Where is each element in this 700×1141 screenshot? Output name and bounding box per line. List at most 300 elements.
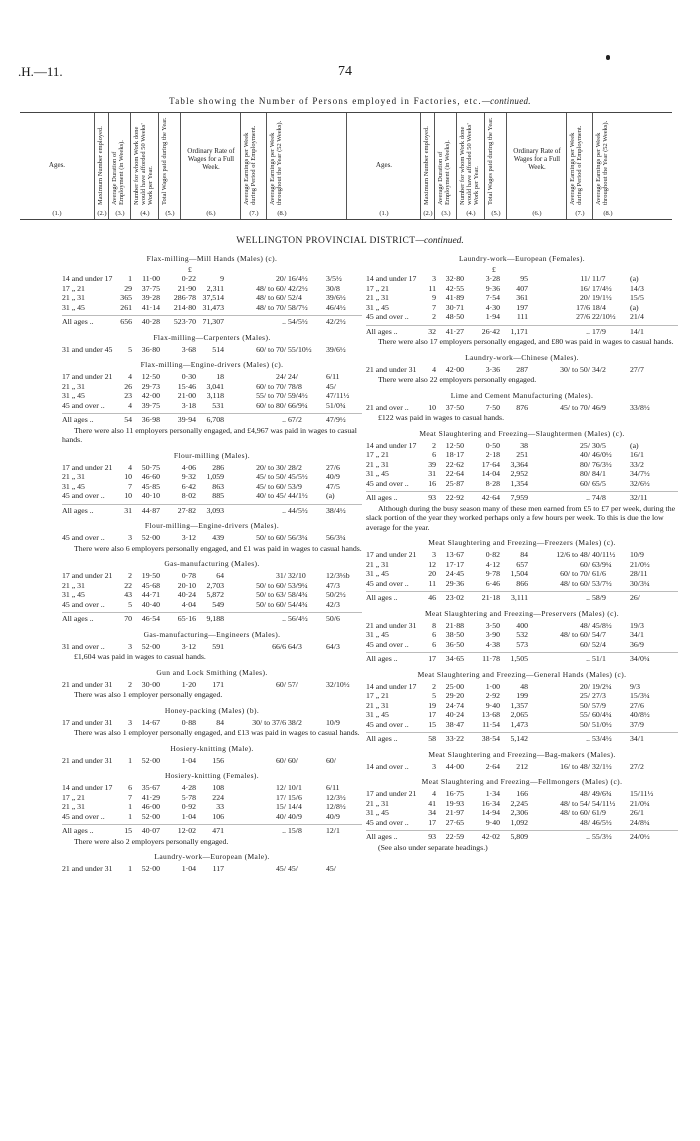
table-row bbox=[62, 372, 362, 382]
cell-col-5: 866 bbox=[516, 578, 528, 588]
cell-col-6: .. bbox=[282, 317, 286, 326]
cell-col-5: 287 bbox=[516, 364, 528, 374]
cell-col-8: 47/5 bbox=[326, 481, 340, 491]
section-title: Meat Slaughtering and Freezing—Bag-makers (Males). bbox=[428, 749, 616, 759]
cell-col-8: 27/7 bbox=[630, 364, 644, 374]
section-note: There were also 22 employers personally engaged. bbox=[378, 375, 537, 384]
cell-col-3: 42·00 bbox=[445, 364, 464, 374]
all-ages-row bbox=[366, 830, 678, 842]
cell-col-8: 27/2 bbox=[630, 761, 644, 771]
header-number: (6.) bbox=[206, 210, 216, 217]
cell-col-1: 17 and under 21 bbox=[366, 550, 417, 559]
cell-col-2: 16 bbox=[428, 478, 436, 488]
section-title: Gun and Lock Smithing (Males). bbox=[156, 667, 268, 677]
cell-col-2: 93 bbox=[428, 832, 436, 841]
cell-col-4: 4·04 bbox=[181, 599, 196, 609]
cell-col-3: 22·59 bbox=[445, 832, 464, 841]
cell-col-3: 44·87 bbox=[141, 505, 160, 515]
cell-col-1: All ages .. bbox=[366, 734, 398, 743]
cell-col-7: 64/3 bbox=[288, 641, 302, 651]
cell-col-2: 15 bbox=[428, 719, 436, 729]
table-section bbox=[366, 538, 678, 603]
cell-col-2: 1 bbox=[128, 802, 132, 811]
cell-col-5: 3,041 bbox=[206, 381, 224, 391]
cell-col-6: 31/ bbox=[276, 571, 286, 580]
cell-col-4: 0·22 bbox=[181, 274, 196, 283]
cell-col-7: 84/1 bbox=[592, 469, 606, 478]
table-row bbox=[366, 682, 678, 692]
cell-col-5: 1,171 bbox=[510, 326, 528, 336]
header-label: Number for whom Work done would have afforded 50 Weeks' Work per Year. bbox=[459, 123, 480, 205]
cell-col-8: 15/5 bbox=[630, 293, 644, 302]
cell-col-3: 40·24 bbox=[445, 710, 464, 719]
table-title bbox=[0, 96, 700, 106]
cell-col-8: 6/11 bbox=[326, 783, 340, 792]
header-col-5-b bbox=[484, 113, 507, 219]
cell-col-2: 365 bbox=[120, 293, 132, 302]
cell-col-3: 40·07 bbox=[141, 826, 160, 835]
cell-col-5: 18 bbox=[216, 372, 224, 381]
header-col-1-b bbox=[346, 113, 421, 219]
district-cont: —continued. bbox=[415, 236, 464, 246]
district-heading bbox=[0, 236, 700, 246]
cell-col-8: 28/11 bbox=[630, 569, 648, 578]
cell-col-7: 24/ bbox=[288, 372, 298, 381]
cell-col-1: 45 and over .. bbox=[366, 478, 409, 488]
header-number: (8.) bbox=[603, 210, 613, 217]
cell-col-2: 3 bbox=[128, 641, 132, 651]
cell-col-7: 58/4¾ bbox=[288, 590, 308, 599]
cell-col-8: 33/2 bbox=[630, 459, 644, 469]
section-title: Meat Slaughtering and Freezing—Slaughtermen (Males) (c). bbox=[419, 428, 625, 438]
cell-col-2: 3 bbox=[128, 533, 132, 542]
cell-col-1: 31 „ 45 bbox=[62, 302, 85, 312]
section-title: Meat Slaughtering and Freezing—Fellmongers (Males) (c). bbox=[421, 777, 623, 786]
cell-col-2: 1 bbox=[128, 755, 132, 765]
cell-col-5: 532 bbox=[516, 630, 528, 639]
section-title: Laundry-work—Chinese (Males). bbox=[465, 352, 579, 362]
cell-col-4: 21·00 bbox=[177, 391, 196, 400]
table-row bbox=[366, 640, 678, 650]
cell-col-2: 6 bbox=[432, 450, 436, 459]
cell-col-6: 60/ bbox=[580, 559, 590, 569]
table-row bbox=[366, 720, 678, 730]
cell-col-6: 60/ to 80/ bbox=[256, 400, 286, 410]
cell-col-6: 48/ bbox=[580, 817, 590, 827]
cell-col-3: 44·00 bbox=[445, 761, 464, 771]
cell-col-5: 3,118 bbox=[206, 391, 224, 400]
cell-col-7: 60/4¼ bbox=[592, 710, 612, 719]
table-section bbox=[62, 630, 362, 662]
cell-col-5: 400 bbox=[516, 620, 528, 630]
header-number: (1.) bbox=[379, 210, 389, 217]
cell-col-4: 9·36 bbox=[485, 283, 500, 293]
cell-col-8: 19/3 bbox=[630, 620, 644, 630]
cell-col-5: 3,364 bbox=[510, 459, 528, 469]
cell-col-1: 31 „ 45 bbox=[62, 391, 85, 400]
cell-col-1: All ages .. bbox=[366, 326, 398, 336]
cell-col-1: 21 „ 31 bbox=[366, 798, 389, 808]
cell-col-1: 21 „ 31 bbox=[62, 381, 85, 391]
cell-col-1: 21 and under 31 bbox=[62, 864, 113, 873]
cell-col-6: 48/ bbox=[580, 620, 590, 630]
table-section bbox=[62, 521, 362, 553]
cell-col-7: 53/9¼ bbox=[288, 580, 308, 590]
cell-col-6: 17/ bbox=[276, 792, 286, 802]
cell-col-6: 25/ bbox=[580, 691, 590, 700]
cell-col-8: 15/3¼ bbox=[630, 691, 650, 700]
table-row bbox=[366, 799, 678, 809]
cell-col-8: 14/3 bbox=[630, 283, 644, 293]
cell-col-4: 21·18 bbox=[481, 593, 500, 602]
cell-col-5: 166 bbox=[516, 789, 528, 798]
all-ages-row bbox=[62, 612, 362, 624]
section-title: Flax-milling—Mill Hands (Males) (c). bbox=[146, 254, 278, 263]
cell-col-4: 14·94 bbox=[481, 808, 500, 817]
cell-col-3: 39·75 bbox=[141, 400, 160, 410]
cell-col-2: 1 bbox=[128, 811, 132, 821]
header-col-8-b bbox=[592, 113, 623, 219]
table-row bbox=[366, 560, 678, 570]
cell-col-6: 48/ to 60/ bbox=[560, 630, 590, 639]
section-note: There were also 2 employers personally engaged. bbox=[74, 836, 229, 846]
cell-col-8: 34/0¼ bbox=[630, 654, 650, 663]
cell-col-8: 12/3½ bbox=[326, 792, 346, 802]
cell-col-3: 41·29 bbox=[141, 792, 160, 802]
cell-col-8: 15/11½ bbox=[630, 789, 654, 798]
cell-col-5: 2,952 bbox=[510, 469, 528, 478]
cell-col-4: 26·42 bbox=[481, 326, 500, 336]
table-section bbox=[366, 670, 678, 744]
cell-col-4: 9·32 bbox=[181, 472, 196, 481]
cell-col-6: 60/ to 70/ bbox=[256, 344, 286, 354]
cell-col-4: 16·34 bbox=[481, 798, 500, 808]
cell-col-2: 2 bbox=[128, 571, 132, 580]
table-row bbox=[62, 783, 362, 793]
cell-col-7: 45/ bbox=[288, 864, 298, 873]
table-section bbox=[62, 852, 362, 874]
right-column bbox=[366, 248, 678, 852]
table-row bbox=[62, 864, 362, 874]
cell-col-7: 11/7 bbox=[592, 274, 606, 283]
cell-col-8: 24/0½ bbox=[630, 832, 650, 841]
cell-col-4: 0·82 bbox=[485, 550, 500, 559]
cell-col-2: 31 bbox=[124, 505, 132, 515]
cell-col-4: 3·12 bbox=[181, 641, 196, 651]
cell-col-6: 48/ bbox=[580, 789, 590, 798]
header-label: Ordinary Rate of Wages for a Full Week. bbox=[187, 147, 235, 171]
cell-col-7: 58/7½ bbox=[288, 302, 308, 312]
table-row bbox=[62, 812, 362, 822]
cell-col-2: 20 bbox=[428, 569, 436, 578]
cell-col-8: 24/8¼ bbox=[630, 817, 650, 827]
cell-col-6: 50/ to 60/ bbox=[256, 533, 286, 542]
header-col-6-a bbox=[180, 113, 241, 219]
cell-col-5: 38 bbox=[520, 440, 528, 450]
cell-col-5: 197 bbox=[516, 302, 528, 312]
section-title: Honey-packing (Males) (b). bbox=[164, 705, 260, 715]
cell-col-1: All ages .. bbox=[366, 593, 398, 602]
cell-col-8: 34/1 bbox=[630, 630, 644, 639]
table-row bbox=[366, 274, 678, 284]
cell-col-2: 2 bbox=[432, 312, 436, 321]
cell-col-7: 46/0½ bbox=[592, 450, 612, 459]
cell-col-8: (a) bbox=[630, 274, 639, 283]
section-title: Laundry-work—European (Females). bbox=[458, 254, 586, 263]
section-title: Flour-milling—Engine-drivers (Males). bbox=[144, 521, 280, 530]
cell-col-5: 549 bbox=[212, 599, 224, 609]
cell-col-7: 19/2¼ bbox=[592, 681, 612, 691]
cell-col-2: 4 bbox=[128, 462, 132, 472]
table-row bbox=[366, 789, 678, 799]
cell-col-8: 27/6 bbox=[326, 462, 340, 472]
cell-col-6: .. bbox=[586, 654, 590, 663]
currency-symbol: £ bbox=[188, 265, 192, 274]
cell-col-7: 28/2 bbox=[288, 462, 302, 472]
cell-col-4: 523·70 bbox=[173, 317, 196, 326]
all-ages-row bbox=[62, 824, 362, 836]
section-title: Lime and Cement Manufacturing (Males). bbox=[450, 390, 594, 400]
cell-col-2: 23 bbox=[124, 391, 132, 400]
cell-col-3: 22·62 bbox=[445, 459, 464, 469]
cell-col-4: 0·92 bbox=[181, 802, 196, 811]
cell-col-1: All ages .. bbox=[62, 826, 94, 835]
cell-col-1: 14 and under 17 bbox=[62, 274, 113, 283]
header-label: Total Wages paid during the Year. bbox=[487, 117, 494, 205]
cell-col-5: 95 bbox=[520, 274, 528, 283]
header-label: Total Wages paid during the Year. bbox=[161, 117, 168, 205]
cell-col-5: 1,092 bbox=[510, 817, 528, 827]
cell-col-1: 17 and under 31 bbox=[62, 717, 113, 727]
header-col-5-a bbox=[158, 113, 181, 219]
cell-col-8: 12/1 bbox=[326, 826, 340, 835]
cell-col-1: 14 and under 17 bbox=[366, 274, 417, 283]
table-title-cont: —continued. bbox=[481, 96, 531, 106]
section-title: Gas-manufacturing—Engineers (Males). bbox=[143, 629, 281, 639]
cell-col-7: 46/5½ bbox=[592, 817, 612, 827]
cell-col-7: 74/8 bbox=[592, 493, 606, 502]
cell-col-2: 5 bbox=[432, 691, 436, 700]
cell-col-1: 21 and under 31 bbox=[62, 755, 113, 765]
cell-col-3: 19·93 bbox=[445, 798, 464, 808]
cell-col-1: 31 and over .. bbox=[62, 641, 105, 651]
cell-col-6: 20/ to 30/ bbox=[256, 462, 286, 472]
header-label: Maximum Number employed. bbox=[423, 126, 430, 205]
cell-col-8: 46/4½ bbox=[326, 302, 346, 312]
cell-col-5: 71,307 bbox=[202, 317, 224, 326]
cell-col-7: 45/5½ bbox=[288, 472, 308, 481]
cell-col-4: 65·16 bbox=[177, 614, 196, 623]
cell-col-8: 50/2½ bbox=[326, 590, 346, 599]
section-title: Flax-milling—Carpenters (Males). bbox=[153, 332, 271, 342]
cell-col-7: 53/7½ bbox=[592, 578, 612, 588]
cell-col-1: 17 and under 21 bbox=[62, 571, 113, 580]
cell-col-6: 20/ bbox=[580, 681, 590, 691]
cell-col-4: 39·94 bbox=[177, 415, 196, 424]
cell-col-8: 45/ bbox=[326, 864, 336, 873]
cell-col-4: 286·78 bbox=[173, 293, 196, 302]
cell-col-2: 29 bbox=[124, 283, 132, 293]
cell-col-6: 48/ to 60/ bbox=[560, 578, 590, 588]
cell-col-6: 16/ to 48/ bbox=[560, 761, 590, 771]
all-ages-row bbox=[366, 652, 678, 664]
cell-col-7: 27/3 bbox=[592, 691, 606, 700]
table-row bbox=[366, 469, 678, 479]
cell-col-6: 60/ bbox=[276, 755, 286, 765]
page-reference: .H.—11. bbox=[18, 64, 63, 79]
table-row bbox=[366, 303, 678, 313]
cell-col-7: 52/4 bbox=[288, 293, 302, 302]
table-row bbox=[366, 460, 678, 470]
cell-col-7: 59/4½ bbox=[288, 391, 308, 400]
header-col-4-b bbox=[456, 113, 485, 219]
section-note: £1,604 was paid in wages to casual hands. bbox=[74, 652, 206, 661]
cell-col-5: 84 bbox=[216, 717, 224, 727]
cell-col-8: 34/1 bbox=[630, 734, 644, 743]
cell-col-3: 25·87 bbox=[445, 478, 464, 488]
cell-col-8: 21/0¼ bbox=[630, 798, 650, 808]
cell-col-2: 7 bbox=[432, 302, 436, 312]
cell-col-4: 6·46 bbox=[485, 578, 500, 588]
cell-col-8: 10/9 bbox=[326, 717, 340, 727]
cell-col-5: 1,059 bbox=[206, 472, 224, 481]
cell-col-6: 25/ bbox=[580, 440, 590, 450]
table-title-main: Table showing the Number of Persons employed in Factories, etc. bbox=[169, 96, 482, 106]
cell-col-2: 70 bbox=[124, 614, 132, 623]
section-title: Gas-manufacturing (Males). bbox=[164, 559, 260, 568]
cell-col-2: 6 bbox=[128, 783, 132, 792]
table-row bbox=[62, 382, 362, 392]
cell-col-6: 50/ bbox=[580, 719, 590, 729]
cell-col-7: 66/9¼ bbox=[288, 400, 308, 410]
cell-col-3: 40·40 bbox=[141, 599, 160, 609]
cell-col-1: 17 „ 21 bbox=[366, 691, 389, 700]
header-label: Average Earnings per Week during Period of Employment. bbox=[569, 125, 583, 205]
table-row bbox=[62, 756, 362, 766]
cell-col-3: 29·73 bbox=[141, 381, 160, 391]
cell-col-1: All ages .. bbox=[62, 505, 94, 515]
cell-col-7: 22/10½ bbox=[592, 312, 616, 321]
table-row bbox=[366, 621, 678, 631]
cell-col-3: 24·45 bbox=[445, 569, 464, 578]
cell-col-6: 50/ bbox=[580, 700, 590, 710]
table-row bbox=[62, 284, 362, 294]
cell-col-1: 14 and under 17 bbox=[366, 681, 417, 691]
cell-col-5: 117 bbox=[212, 864, 224, 873]
table-row bbox=[366, 701, 678, 711]
header-col-7-b bbox=[566, 113, 593, 219]
table-row bbox=[366, 762, 678, 772]
cell-col-8: 39/6½ bbox=[326, 344, 346, 354]
section-note: Although during the busy season many of these men earned from £5 to £7 per week, during the slack portion of the year they worked perhaps only a few hours per week. To this is due the low average for the year. bbox=[366, 503, 676, 532]
cell-col-4: 3·28 bbox=[485, 274, 500, 283]
table-section bbox=[62, 360, 362, 445]
cell-col-8: 21/0½ bbox=[630, 559, 650, 569]
table-section bbox=[366, 254, 678, 347]
cell-col-4: 214·80 bbox=[173, 302, 196, 312]
cell-col-1: 31 „ 45 bbox=[366, 630, 389, 639]
table-row bbox=[62, 581, 362, 591]
cell-col-7: 54/4¾ bbox=[288, 599, 308, 609]
header-col-1-a bbox=[20, 113, 94, 219]
cell-col-1: 21 „ 31 bbox=[62, 293, 85, 302]
cell-col-1: 14 and under 17 bbox=[366, 440, 417, 450]
cell-col-5: 5,872 bbox=[206, 590, 224, 599]
left-column bbox=[62, 248, 362, 874]
section-title: Meat Slaughtering and Freezing—General Hands (Males) (c). bbox=[417, 669, 627, 679]
cell-col-7: 76/3½ bbox=[592, 459, 612, 469]
cell-col-1: 21 „ 31 bbox=[366, 459, 389, 469]
cell-col-2: 43 bbox=[124, 590, 132, 599]
all-ages-row bbox=[62, 504, 362, 516]
header-number: (5.) bbox=[165, 210, 175, 217]
cell-col-7: 19/1½ bbox=[592, 293, 612, 302]
cell-col-8: 12/3⅓b bbox=[326, 571, 350, 580]
cell-col-5: 37,514 bbox=[202, 293, 224, 302]
cell-col-4: 1·20 bbox=[181, 679, 196, 689]
table-row bbox=[62, 391, 362, 401]
cell-col-5: 33 bbox=[216, 802, 224, 811]
all-ages-row bbox=[366, 732, 678, 744]
cell-col-1: 14 and under 17 bbox=[62, 783, 113, 792]
cell-col-5: 3,093 bbox=[206, 505, 224, 515]
cell-col-2: 4 bbox=[128, 372, 132, 381]
cell-col-6: 15/ bbox=[276, 802, 286, 811]
cell-col-6: 55/ bbox=[580, 710, 590, 719]
cell-col-4: 0·50 bbox=[485, 440, 500, 450]
cell-col-6: .. bbox=[282, 505, 286, 515]
section-title: Flax-milling—Engine-drivers (Males) (c). bbox=[140, 360, 284, 369]
cell-col-7: 44/5½ bbox=[288, 505, 308, 515]
cell-col-1: 31 „ 45 bbox=[366, 302, 389, 312]
section-note: (See also under separate headings.) bbox=[378, 842, 488, 852]
cell-col-6: 45/ to 60/ bbox=[256, 481, 286, 491]
cell-col-3: 22·92 bbox=[445, 493, 464, 502]
table-row bbox=[62, 401, 362, 411]
cell-col-2: 2 bbox=[432, 440, 436, 450]
section-note: There were also 11 employers personally engaged, and £4,967 was paid in wages to casual hands. bbox=[62, 425, 357, 444]
cell-col-4: 2·18 bbox=[485, 450, 500, 459]
cell-col-4: 15·46 bbox=[177, 381, 196, 391]
cell-col-5: 64 bbox=[216, 571, 224, 580]
table-row bbox=[366, 403, 678, 413]
cell-col-6: .. bbox=[282, 826, 286, 835]
cell-col-4: 8·02 bbox=[181, 491, 196, 500]
cell-col-1: 45 and over .. bbox=[62, 533, 105, 542]
table-section bbox=[62, 706, 362, 738]
cell-col-4: 6·42 bbox=[181, 481, 196, 491]
cell-col-7: 58/9 bbox=[592, 593, 606, 602]
all-ages-row bbox=[366, 325, 678, 337]
table-row bbox=[366, 579, 678, 589]
cell-col-8: 32/10½ bbox=[326, 679, 350, 689]
cell-col-1: 45 and over .. bbox=[366, 312, 409, 321]
cell-col-1: 21 and under 31 bbox=[62, 679, 113, 689]
cell-col-4: 1·04 bbox=[181, 755, 196, 765]
cell-col-2: 12 bbox=[428, 559, 436, 569]
cell-col-3: 27·65 bbox=[445, 817, 464, 827]
cell-col-6: 48/ to 70/ bbox=[256, 302, 286, 312]
section-note: There was also 1 employer personally engaged, and £13 was paid in wages to casual hands. bbox=[74, 728, 360, 737]
cell-col-5: 439 bbox=[212, 533, 224, 542]
cell-col-8: 40/9 bbox=[326, 811, 340, 821]
cell-col-6: 48/ to 60/ bbox=[256, 293, 286, 302]
cell-col-2: 4 bbox=[432, 789, 436, 798]
cell-col-3: 52·00 bbox=[141, 811, 160, 821]
cell-col-6: 40/ to 45/ bbox=[256, 491, 286, 500]
cell-col-5: 9 bbox=[220, 274, 224, 283]
cell-col-3: 32·80 bbox=[445, 274, 464, 283]
